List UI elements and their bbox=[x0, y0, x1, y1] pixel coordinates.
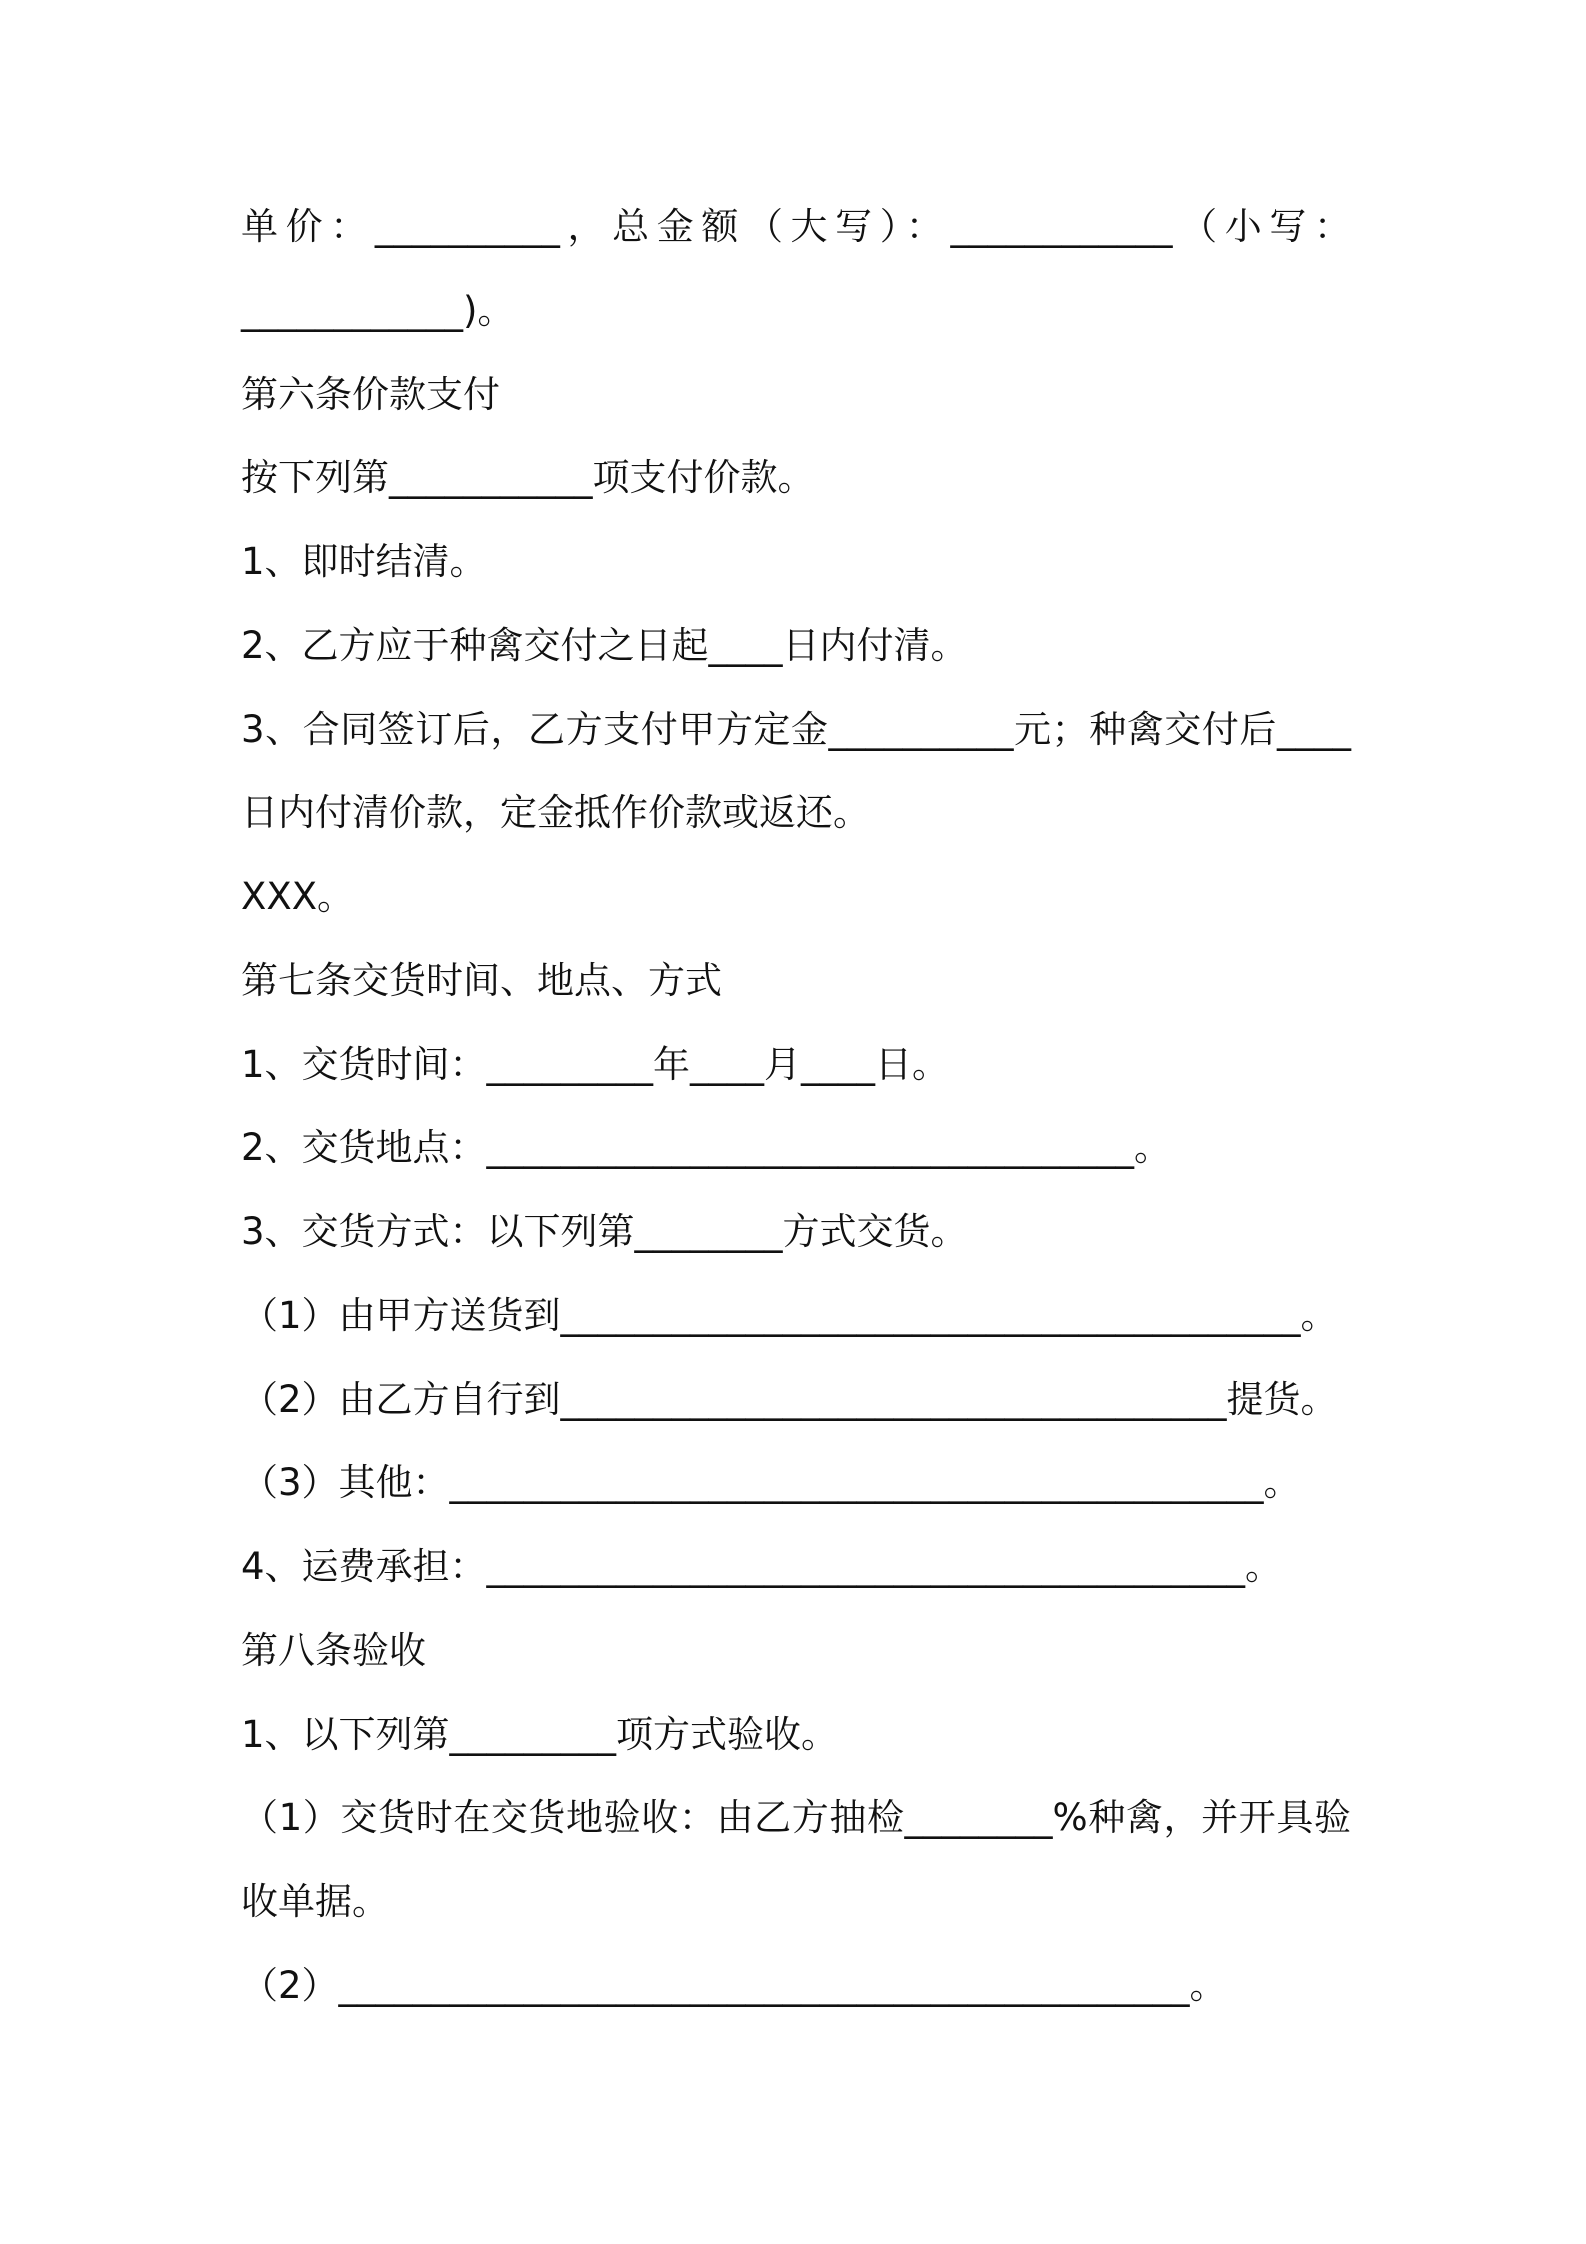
freight-bearing: 4、运费承担：_________________________________________。 bbox=[241, 1545, 1283, 1588]
payment-option-3-continued: 日内付清价款，定金抵作价款或返还。 bbox=[241, 791, 870, 835]
article-8-heading: 第八条验收 bbox=[241, 1628, 426, 1672]
acceptance-option-2: （2）______________________________________________。 bbox=[241, 1963, 1227, 2007]
payment-option-2: 2、乙方应于种禽交付之日起____日内付清。 bbox=[241, 623, 968, 667]
contract-text bbox=[241, 185, 1351, 2028]
delivery-method-option-2: （2）由乙方自行到____________________________________提货。 bbox=[241, 1377, 1338, 1421]
payment-option-1: 1、即时结清。 bbox=[241, 540, 487, 583]
acceptance-option-1: （1）交货时在交货地验收：由乙方抽检________%种禽，并开具验 bbox=[241, 1796, 1351, 1840]
delivery-method-option-3: （3）其他：____________________________________________。 bbox=[241, 1461, 1301, 1505]
payment-option-3: 3、合同签订后，乙方支付甲方定金__________元；种禽交付后____ bbox=[241, 707, 1351, 751]
article-7-heading: 第七条交货时间、地点、方式 bbox=[241, 958, 722, 1002]
acceptance-option-1-continued: 收单据。 bbox=[241, 1880, 389, 1923]
article-7-delivery bbox=[241, 939, 1351, 1609]
delivery-method-option-1: （1）由甲方送货到________________________________________。 bbox=[241, 1293, 1338, 1337]
delivery-method: 3、交货方式：以下列第________方式交货。 bbox=[241, 1210, 968, 1253]
article-6-payment bbox=[241, 353, 1351, 939]
delivery-time: 1、交货时间：_________年____月____日。 bbox=[241, 1042, 950, 1086]
delivery-place: 2、交货地点：___________________________________。 bbox=[241, 1126, 1172, 1170]
price-line-continued: ____________)。 bbox=[241, 288, 515, 332]
price-clause bbox=[241, 185, 1351, 353]
price-line: 单价：__________，总金额（大写）：____________（小写： bbox=[241, 205, 1351, 248]
acceptance-method: 1、以下列第_________项方式验收。 bbox=[241, 1712, 839, 1756]
article-6-intro: 按下列第___________项支付价款。 bbox=[241, 456, 815, 500]
payment-option-other: XXX。 bbox=[241, 875, 355, 918]
article-8-acceptance bbox=[241, 1609, 1351, 2028]
article-6-heading: 第六条价款支付 bbox=[241, 372, 500, 416]
